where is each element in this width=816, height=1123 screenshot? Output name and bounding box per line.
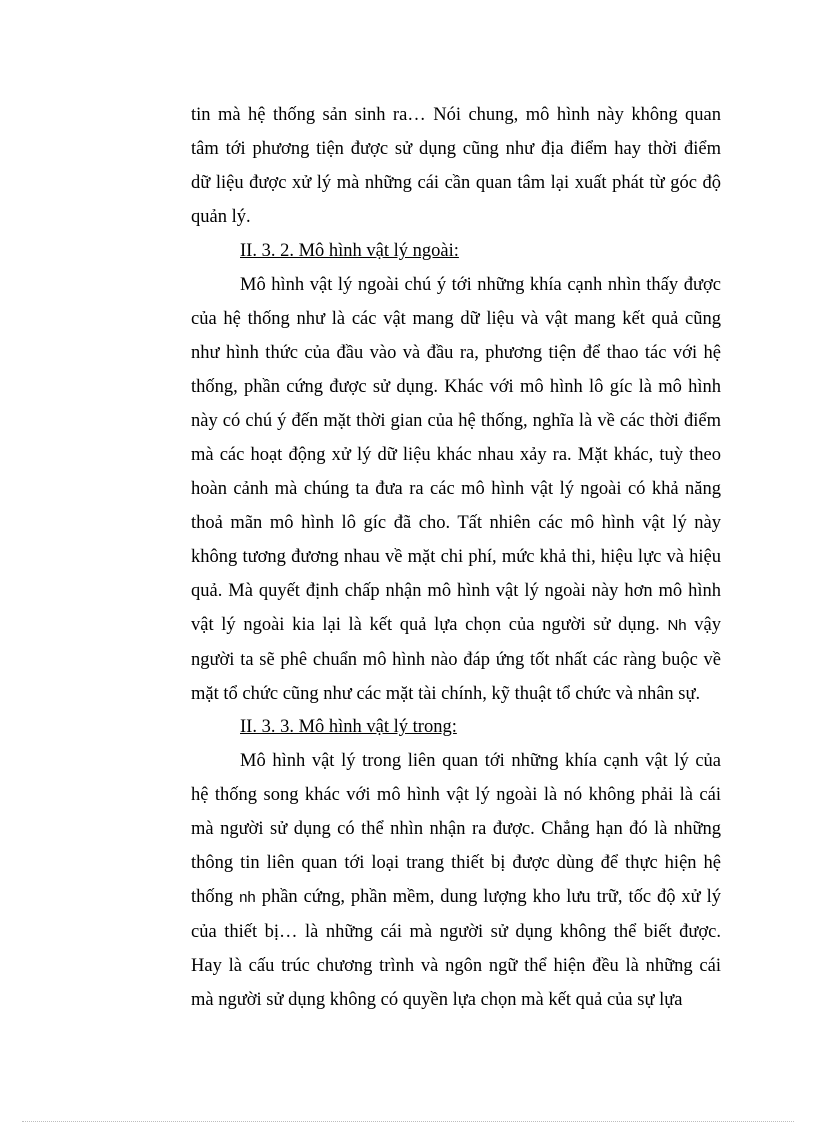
- text-line: mà người sử dụng không có quyền lựa chọn mà kết quả của sự lựa: [191, 990, 683, 1010]
- text-segment: vậy: [694, 615, 722, 635]
- text-line: dữ liệu được xử lý mà những cái cần quan tâm lại xuất phát từ góc độ: [191, 173, 721, 193]
- text-line: Hay là cấu trúc chương trình và ngôn ngữ thể hiện đều là những cái: [191, 956, 721, 976]
- text-line: [191, 608, 721, 643]
- text-line: này có chú ý đến mặt thời gian của hệ thống, nghĩa là về các thời điểm: [191, 411, 721, 431]
- text-line: mà người sử dụng có thể nhìn nhận ra được. Chẳng hạn đó là những: [191, 819, 721, 839]
- text-line: mặt tổ chức cũng như các mặt tài chính, kỹ thuật tổ chức và nhân sự.: [191, 684, 701, 704]
- text-line: của hệ thống như là các vật mang dữ liệu và vật mang kết quả cũng: [191, 309, 721, 329]
- text-line: tâm tới phương tiện được sử dụng cũng như địa điểm hay thời điểm: [191, 139, 721, 159]
- text-line: thoả mãn mô hình lô gíc đã cho. Tất nhiên các mô hình vật lý này: [191, 513, 721, 533]
- text-line: không tương đương nhau về mặt chi phí, mức khả thi, hiệu lực và hiệu: [191, 547, 721, 567]
- text-line: [191, 880, 721, 915]
- paragraph-1: [191, 98, 721, 234]
- text-line: thông tin liên quan tới loại trang thiết bị được dùng để thực hiện hệ: [191, 853, 721, 873]
- text-fragment-nh: Nh: [667, 617, 687, 634]
- section-heading-3-3: II. 3. 3. Mô hình vật lý trong:: [240, 717, 457, 737]
- text-segment: phần cứng, phần mềm, dung lượng kho lưu trữ, tốc độ xử lý: [261, 887, 722, 907]
- text-line: hệ thống song khác với mô hình vật lý ngoài là nó không phải là cái: [191, 785, 721, 805]
- text-line: thống, phần cứng được sử dụng. Khác với mô hình lô gíc là mô hình: [191, 377, 721, 397]
- text-line: mà các hoạt động xử lý dữ liệu khác nhau xảy ra. Mặt khác, tuỳ theo: [191, 445, 721, 465]
- paragraph-2: [191, 268, 721, 711]
- text-line: hoàn cảnh mà chúng ta đưa ra các mô hình vật lý ngoài có khả năng: [191, 479, 721, 499]
- text-line: quản lý.: [191, 207, 251, 227]
- text-segment: vật lý ngoài kia lại là kết quả lựa chọn của người sử dụng.: [191, 615, 660, 635]
- text-line: Mô hình vật lý trong liên quan tới những khía cạnh vật lý của: [240, 751, 721, 771]
- text-fragment-nh: nh: [239, 889, 256, 906]
- text-line: Mô hình vật lý ngoài chú ý tới những khía cạnh nhìn thấy được: [240, 275, 721, 295]
- text-line: của thiết bị… là những cái mà người sử dụng không thể biết được.: [191, 922, 721, 942]
- paragraph-3: [191, 744, 721, 1017]
- page-bottom-divider: [22, 1121, 794, 1122]
- text-line: quả. Mà quyết định chấp nhận mô hình vật lý ngoài này hơn mô hình: [191, 581, 721, 601]
- text-segment: thống: [191, 887, 234, 907]
- section-heading-3-2: II. 3. 2. Mô hình vật lý ngoài:: [240, 241, 459, 261]
- text-line: tin mà hệ thống sản sinh ra… Nói chung, mô hình này không quan: [191, 105, 721, 125]
- text-line: như hình thức của đầu vào và đầu ra, phương tiện để thao tác với hệ: [191, 343, 721, 363]
- text-line: người ta sẽ phê chuẩn mô hình nào đáp ứng tốt nhất các ràng buộc về: [191, 650, 721, 670]
